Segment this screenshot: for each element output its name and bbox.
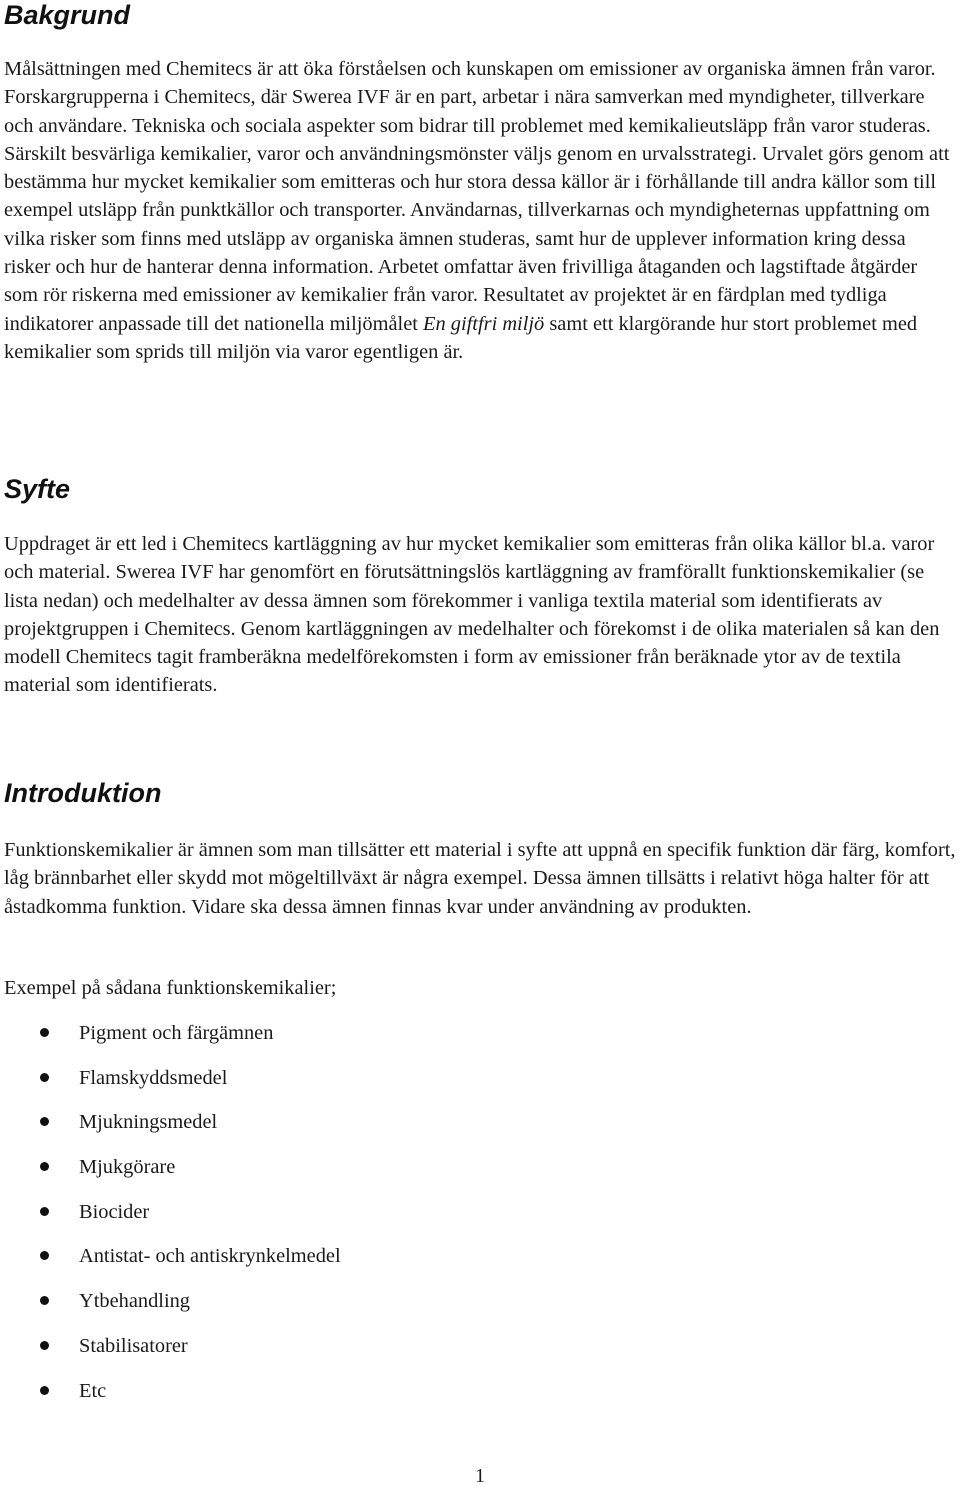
heading-syfte: Syfte <box>4 474 71 504</box>
bullet-icon <box>40 1251 49 1260</box>
list-item-label: Ytbehandling <box>79 1290 190 1313</box>
goal-title: En giftfri miljö <box>423 312 545 335</box>
bullet-icon <box>40 1162 49 1171</box>
list-intro: Exempel på sådana funktionskemikalier; <box>4 977 337 999</box>
list-item-label: Mjukningsmedel <box>79 1111 218 1134</box>
paragraph-syfte: Uppdraget är ett led i Chemitecs kartläggning av hur mycket kemikalier som emitteras från olika källor bl.a. varor och material. Swerea IVF har genomfört en förutsättningslös kartläggning av framförallt funktionskemikalier (se lista nedan) och medelhalter av dessa ämnen som förekommer i vanliga textila material som identifierats av projektgruppen i Chemitecs. Genom kartläggningen av medelhalter och förekomst i de olika materialen så kan den modell Chemitecs tagit framberäkna medelförekomsten i form av emissioner från beräknade ytor av de textila material som identifierats. <box>4 533 940 697</box>
bullet-icon <box>40 1386 49 1395</box>
list-item-label: Stabilisatorer <box>79 1334 188 1357</box>
bullet-icon <box>40 1028 49 1037</box>
heading-introduktion: Introduktion <box>4 778 162 808</box>
bullet-icon <box>40 1117 49 1126</box>
list-item-label: Biocider <box>79 1200 150 1223</box>
list-item-label: Mjukgörare <box>79 1156 176 1179</box>
paragraph-bakgrund-text-1: Målsättningen med Chemitecs är att öka förståelsen och kunskapen om emissioner av organiska ämnen från varor. Forskargrupperna i Chemitecs, där Swerea IVF är en part, arbetar i nära samverkan med myndigheter, tillverkare och användare. Tekniska och sociala aspekter som bidrar till problemet med kemikalieutsläpp från varor studeras. Särskilt besvärliga kemikalier, varor och användningsmönster väljs genom en urvalsstrategi. Urvalet görs genom att bestämma hur mycket kemikalier som emitteras och hur stora dessa källor är i förhållande till andra källor som till exempel utsläpp från punktkällor och transporter. Användarnas, tillverkarnas och myndigheternas uppfattning om vilka risker som finns med utsläpp av organiska ämnen studeras, samt hur de upplever information kring dessa risker och hur de hanterar denna information. Arbetet omfattar även frivilliga åtaganden och lagstiftade åtgärder som rör riskerna med emissioner av kemikalier från varor. Resultatet av projektet är en färdplan med tydliga indikatorer anpassade till det nationella miljömålet <box>4 58 950 335</box>
page-number: 1 <box>475 1465 485 1487</box>
bullet-icon <box>40 1207 49 1216</box>
bullet-icon <box>40 1073 49 1082</box>
bullet-icon <box>40 1296 49 1305</box>
paragraph-introduktion: Funktionskemikalier är ämnen som man tillsätter ett material i syfte att uppnå en specifik funktion där färg, komfort, låg brännbarhet eller skydd mot mögeltillväxt är några exempel. Dessa ämnen tillsätts i relativt höga halter för att åstadkomma funktion. Vidare ska dessa ämnen finnas kvar under användning av produkten. <box>4 839 956 918</box>
list-item-label: Flamskyddsmedel <box>79 1066 228 1089</box>
list-item-label: Pigment och färgämnen <box>79 1022 274 1044</box>
list-item-label: Antistat- och antiskrynkelmedel <box>79 1245 341 1268</box>
bullet-icon <box>40 1341 49 1350</box>
heading-bakgrund: Bakgrund <box>4 0 131 30</box>
paragraph-bakgrund-text-2: samt ett klargörande hur stort problemet med kemikalier som sprids till miljön via varor egentligen är. <box>4 312 918 363</box>
paragraph-bakgrund <box>4 55 956 366</box>
list-item-label: Etc <box>79 1379 107 1402</box>
